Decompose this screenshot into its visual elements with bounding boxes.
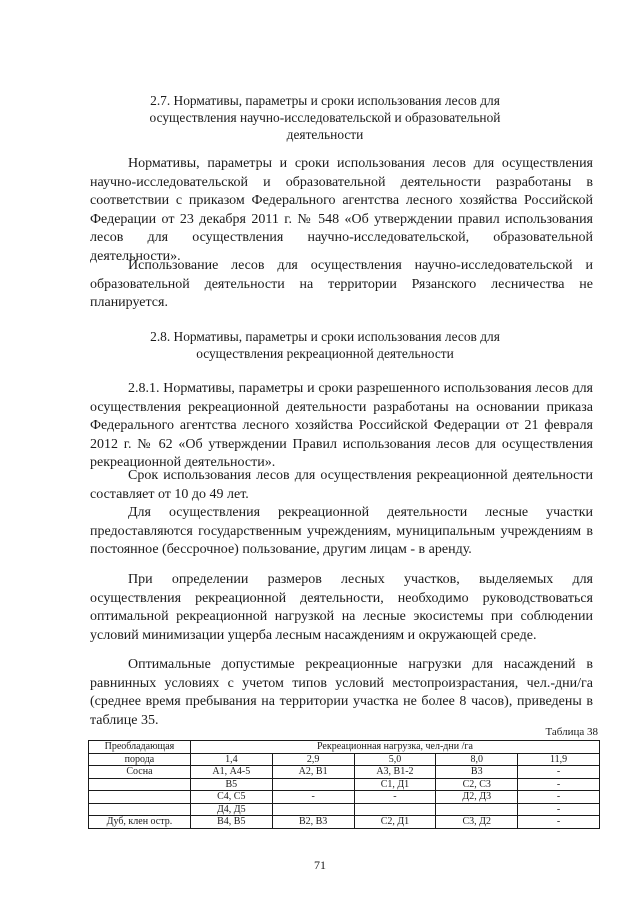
heading-line: осуществления рекреационной деятельности <box>196 346 454 361</box>
table-cell-species: Сосна <box>89 766 191 779</box>
heading-line: деятельности <box>286 127 364 142</box>
section-2-8-paragraph-4: При определении размеров лесных участков, выделяемых для осуществления рекреационной деятельности, необходимо руководствоваться оптимальной рекреационной нагрузкой на лесные экосистемы при соблюдении условий минимизации ущерба лесным насаждениям и окружающей среде. <box>90 572 593 643</box>
section-2-8-heading <box>60 328 590 362</box>
heading-line: осуществления научно-исследовательской и образовательной <box>149 110 501 125</box>
heading-line: 2.7. Нормативы, параметры и сроки использования лесов для <box>150 93 500 108</box>
table-cell <box>272 778 354 791</box>
section-2-8-paragraph-3: Для осуществления рекреационной деятельности лесные участки предоставляются государственным учреждениям, муниципальным учреждениям в постоянное (бессрочное) пользование, другим лицам - в аренду. <box>90 505 593 558</box>
table-cell: А1, А4-5 <box>190 766 272 779</box>
table-cell: Д4, Д5 <box>190 803 272 816</box>
section-2-7-heading <box>60 92 590 143</box>
table-row <box>89 766 600 779</box>
table-cell <box>436 803 518 816</box>
table-cell: В5 <box>190 778 272 791</box>
table-header-row <box>89 753 600 766</box>
header-load-value: 11,9 <box>518 753 600 766</box>
table-row <box>89 803 600 816</box>
table-cell: В3 <box>436 766 518 779</box>
header-load-value: 8,0 <box>436 753 518 766</box>
header-species: порода <box>89 753 191 766</box>
header-species: Преобладающая <box>89 741 191 754</box>
header-load-value: 2,9 <box>272 753 354 766</box>
table-cell: - <box>518 778 600 791</box>
table-row <box>89 778 600 791</box>
heading-line: 2.8. Нормативы, параметры и сроки использования лесов для <box>150 329 500 344</box>
table-header-row <box>89 741 600 754</box>
section-2-8-paragraph-2: Срок использования лесов для осуществления рекреационной деятельности составляет от 10 до 49 лет. <box>90 468 593 502</box>
table-cell: С2, Д1 <box>354 816 436 829</box>
recreation-load-table <box>88 740 600 829</box>
table-cell-species <box>89 778 191 791</box>
table-cell-species <box>89 791 191 804</box>
table-cell: В2, В3 <box>272 816 354 829</box>
table-cell: - <box>354 791 436 804</box>
table-cell: Д2, Д3 <box>436 791 518 804</box>
table-cell: - <box>518 816 600 829</box>
section-2-7-paragraph-2: Использование лесов для осуществления научно-исследовательской и образовательной деятельности на территории Рязанского лесничества не планируется. <box>90 258 593 311</box>
page-number: 71 <box>314 858 326 872</box>
table-cell: С3, Д2 <box>436 816 518 829</box>
table-row <box>89 816 600 829</box>
table-cell: С4, С5 <box>190 791 272 804</box>
table-cell: А3, В1-2 <box>354 766 436 779</box>
table-cell: - <box>518 766 600 779</box>
table-cell: С2, С3 <box>436 778 518 791</box>
table-cell: С1, Д1 <box>354 778 436 791</box>
table-row <box>89 791 600 804</box>
table-cell: - <box>518 803 600 816</box>
table-caption: Таблица 38 <box>545 726 598 738</box>
table-cell <box>354 803 436 816</box>
header-load: Рекреационная нагрузка, чел-дни /га <box>190 741 599 754</box>
table-cell: В4, В5 <box>190 816 272 829</box>
table-cell: А2, В1 <box>272 766 354 779</box>
table-cell: - <box>518 791 600 804</box>
table-cell-species <box>89 803 191 816</box>
header-load-value: 5,0 <box>354 753 436 766</box>
table-cell-species: Дуб, клен остр. <box>89 816 191 829</box>
section-2-7-paragraph-1: Нормативы, параметры и сроки использования лесов для осуществления научно-исследовательской и образовательной деятельности разработаны в соответствии с приказом Федерального агентства лесного хозяйства Российской Федерации от 23 декабря 2011 г. № 548 «Об утверждении правил использования лесов для осуществления научно-исследовательской, образовательной деятельности». <box>90 156 593 264</box>
table-cell <box>272 803 354 816</box>
section-2-8-paragraph-1: 2.8.1. Нормативы, параметры и сроки разрешенного использования лесов для осуществления рекреационной деятельности разработаны на основании приказа Федерального агентства лесного хозяйства Российской Федерации от 21 февраля 2012 г. № 62 «Об утверждении Правил использования лесов для осуществления рекреационной деятельности». <box>90 381 593 471</box>
section-2-8-paragraph-5: Оптимальные допустимые рекреационные нагрузки для насаждений в равнинных условиях с учетом типов условий местопроизрастания, чел.-дни/га (среднее время пребывания на территории участка не более 8 часов), приведены в таблице 35. <box>90 657 593 728</box>
table-cell: - <box>272 791 354 804</box>
header-load-value: 1,4 <box>190 753 272 766</box>
